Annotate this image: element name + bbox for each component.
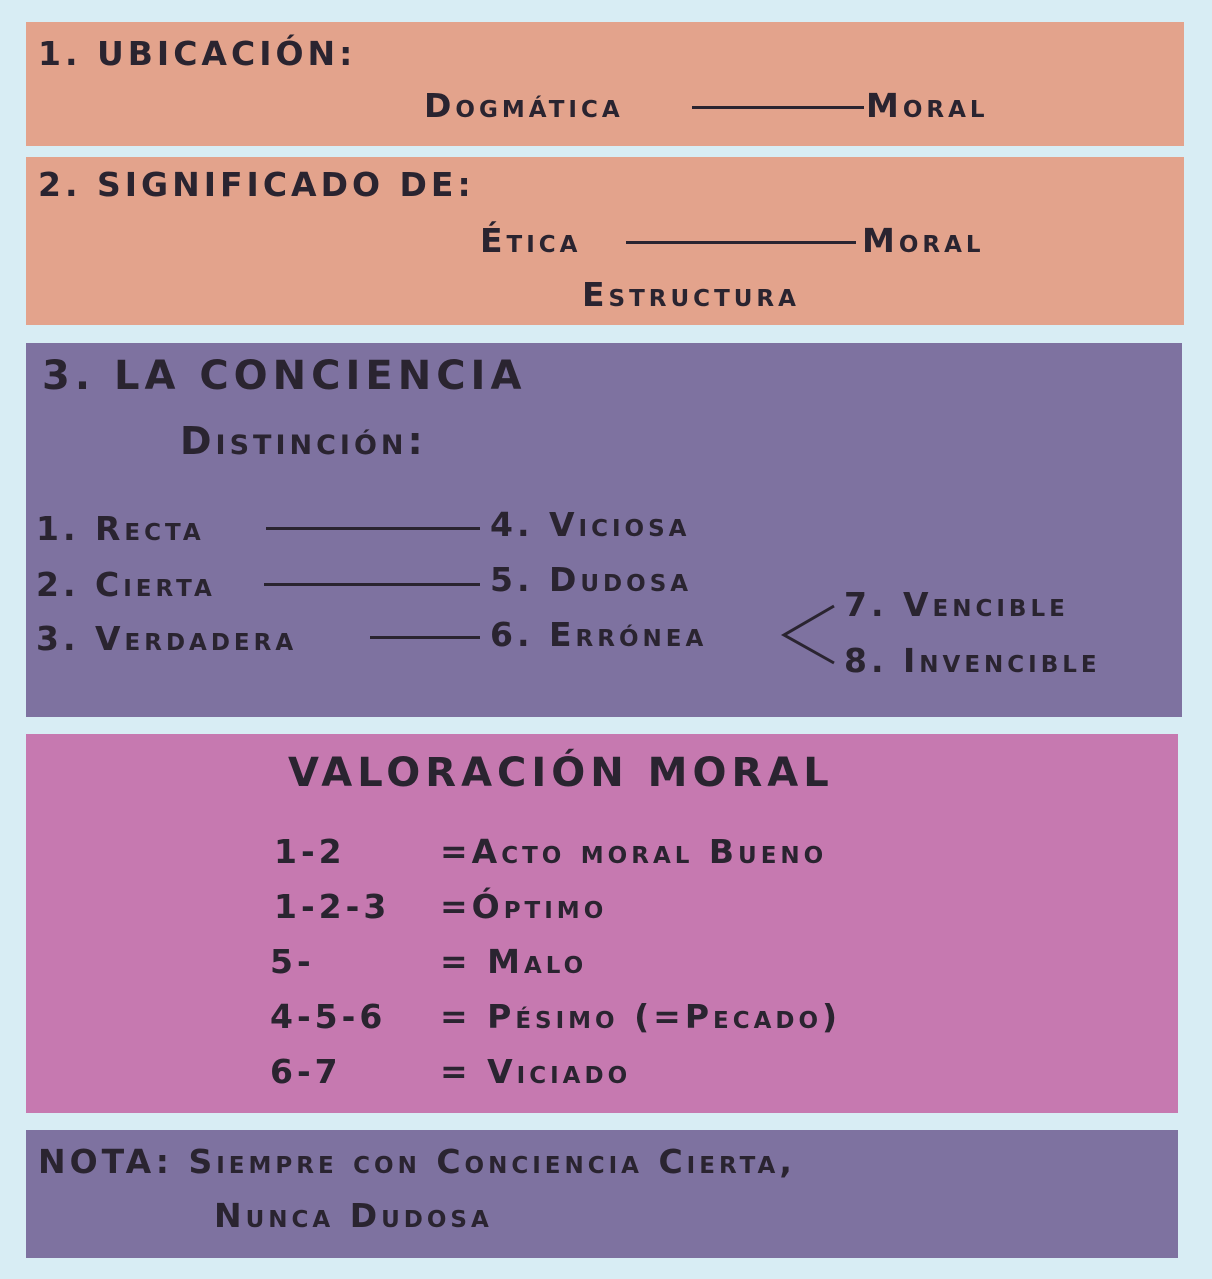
- valoracion-heading: VALORACIÓN MORAL: [288, 750, 834, 796]
- connector-line: [692, 106, 864, 109]
- ubicacion-panel: [26, 22, 1184, 146]
- nota-panel: [26, 1130, 1178, 1258]
- row-code: 1-2: [274, 832, 346, 871]
- row-code: 6-7: [270, 1052, 342, 1091]
- row-value: =Óptimo: [440, 887, 608, 926]
- connector-line: [370, 636, 480, 639]
- row-code: 5-: [270, 942, 315, 981]
- nota-line-1: NOTA: Siempre con Conciencia Cierta,: [38, 1142, 796, 1181]
- branch-connector: [780, 601, 840, 671]
- left-item-verdadera: 3. Verdadera: [36, 619, 298, 658]
- significado-panel: [26, 157, 1184, 325]
- row-value: = Viciado: [440, 1052, 632, 1091]
- nota-line-2: Nunca Dudosa: [214, 1196, 493, 1235]
- row-code: 1-2-3: [274, 887, 391, 926]
- significado-heading: 2. SIGNIFICADO DE:: [38, 165, 475, 204]
- ubicacion-heading: 1. UBICACIÓN:: [38, 34, 357, 73]
- significado-left: Ética: [480, 221, 582, 260]
- row-value: = Pésimo (=Pecado): [440, 997, 842, 1036]
- branch-item-vencible: 7. Vencible: [844, 585, 1069, 624]
- valoracion-panel: [26, 734, 1178, 1113]
- conciencia-panel: [26, 343, 1182, 717]
- right-item-viciosa: 4. Viciosa: [490, 505, 691, 544]
- significado-bottom: Estructura: [582, 275, 800, 314]
- significado-right: Moral: [862, 221, 985, 260]
- ubicacion-right: Moral: [866, 86, 989, 125]
- right-item-dudosa: 5. Dudosa: [490, 560, 693, 599]
- left-item-cierta: 2. Cierta: [36, 565, 216, 604]
- right-item-erronea: 6. Errónea: [490, 615, 708, 654]
- connector-line: [264, 583, 480, 586]
- connector-line: [266, 527, 480, 530]
- row-value: =Acto moral Bueno: [440, 832, 828, 871]
- conciencia-subheading: Distinción:: [180, 419, 427, 463]
- left-item-recta: 1. Recta: [36, 509, 205, 548]
- row-value: = Malo: [440, 942, 588, 981]
- ubicacion-left: Dogmática: [424, 86, 624, 125]
- branch-item-invencible: 8. Invencible: [844, 641, 1101, 680]
- conciencia-heading: 3. LA CONCIENCIA: [42, 353, 527, 399]
- row-code: 4-5-6: [270, 997, 387, 1036]
- connector-line: [626, 241, 856, 244]
